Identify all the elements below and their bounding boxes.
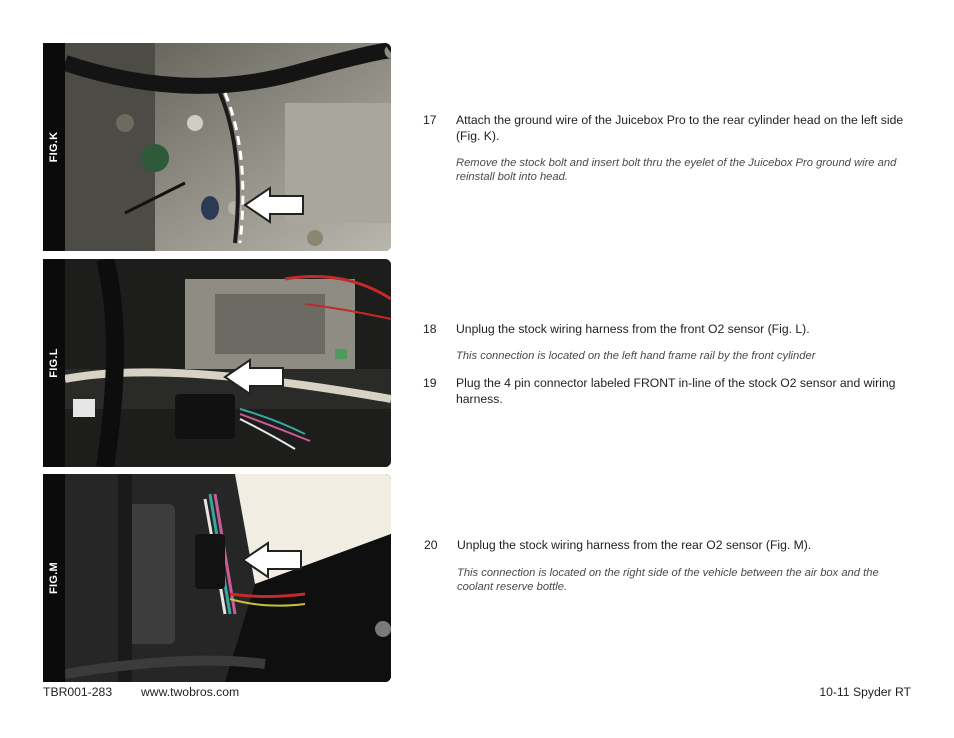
step-text: Unplug the stock wiring harness from the front O2 sensor (Fig. L). <box>456 322 810 336</box>
step-18-note: This connection is located on the left hand frame rail by the front cylinder <box>456 350 816 362</box>
figure-m <box>43 474 391 682</box>
step-number: 19 <box>423 376 437 390</box>
figure-label-bar <box>43 474 65 682</box>
figure-l <box>43 259 391 467</box>
step-20-note: This connection is located on the right side of the vehicle between the air box and the coolant reserve bottle. <box>457 567 879 593</box>
figure-label-bar <box>43 259 65 467</box>
figure-k <box>43 43 391 251</box>
figure-label: FIG.K <box>48 131 60 163</box>
footer-part-number: TBR001-283 <box>43 685 113 699</box>
step-number: 18 <box>423 322 437 336</box>
footer-website: www.twobros.com <box>141 685 240 699</box>
step-17-note: Remove the stock bolt and insert bolt thru the eyelet of the Juicebox Pro ground wire and reinstall bolt into head. <box>456 157 897 183</box>
figure-label: FIG.M <box>48 561 60 595</box>
step-text: Unplug the stock wiring harness from the rear O2 sensor (Fig. M). <box>457 538 812 552</box>
step-number: 20 <box>424 538 438 552</box>
step-number: 17 <box>423 113 437 127</box>
engine-photo-k <box>65 43 391 251</box>
engine-photo-m <box>65 474 391 682</box>
step-text: Plug the 4 pin connector labeled FRONT in-line of the stock O2 sensor and wiring harness. <box>456 376 896 406</box>
footer-model: 10-11 Spyder RT <box>819 685 911 699</box>
step-text: Attach the ground wire of the Juicebox Pro to the rear cylinder head on the left side (Fig. K). <box>456 113 904 143</box>
engine-photo-l <box>65 259 391 467</box>
figure-label: FIG.L <box>48 348 60 378</box>
figure-label-bar <box>43 43 65 251</box>
